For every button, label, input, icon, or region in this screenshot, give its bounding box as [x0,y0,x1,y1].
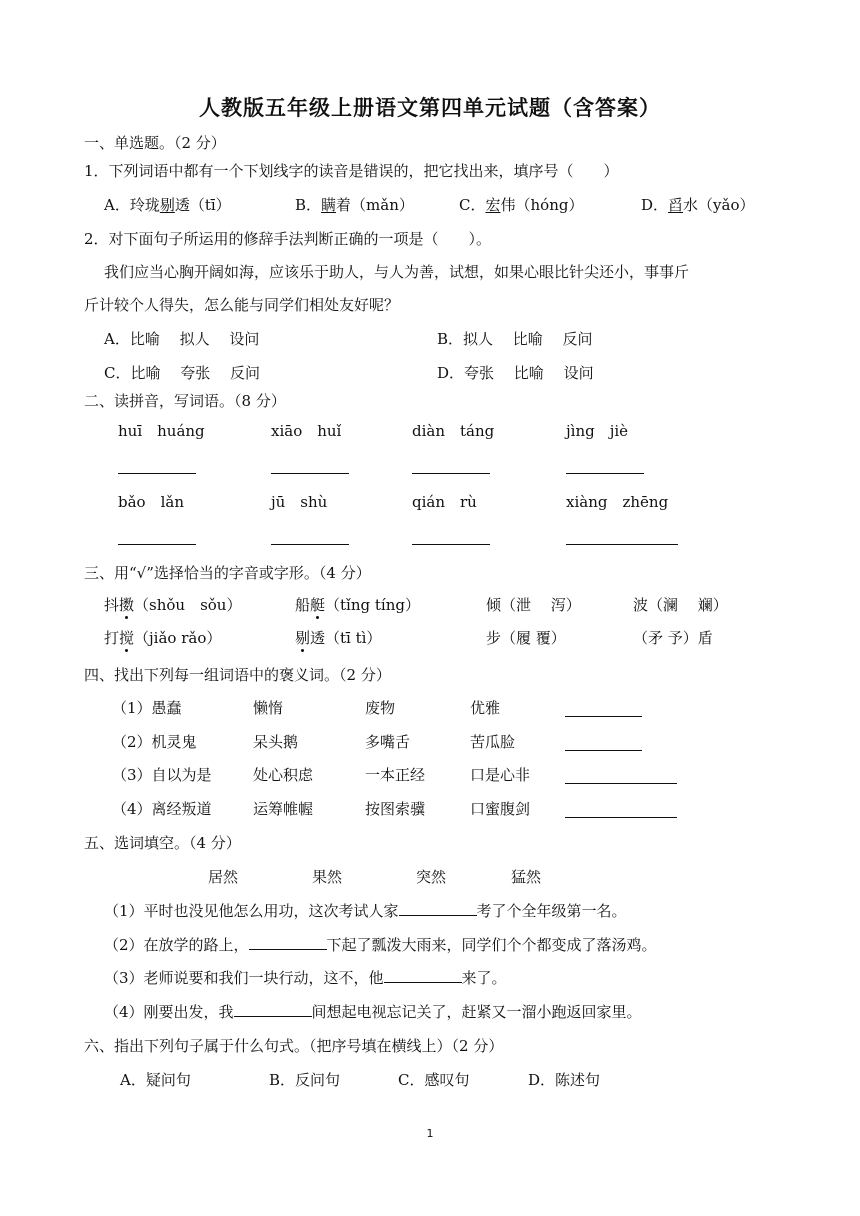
s4-word: 苦瓜脸 [470,733,516,751]
section-3-heading: 三、用“√”选择恰当的字音或字形。（4 分） [84,564,371,582]
pinyin-7: qián rù [412,493,477,511]
s4-word: （2）机灵鬼 [112,733,197,751]
answer-blank-8[interactable] [566,544,678,545]
s4-word: 按图索骥 [365,800,426,818]
s4-answer-blank-4[interactable] [565,817,677,818]
s5-blank-1[interactable] [399,901,477,916]
s4-word: 多嘴舌 [365,733,411,751]
s3-item-8: （矛 予）盾 [633,629,713,647]
s5-sentence-2: （2）在放学的路上， 下起了瓢泼大雨来，同学们个个都变成了落汤鸡。 [104,936,657,954]
s4-word: 懒惰 [253,699,284,717]
s3-item-1: 抖擞（shǒu sǒu） [104,596,242,614]
answer-blank-2[interactable] [271,473,349,474]
section-1-heading: 一、单选题。（2 分） [84,134,226,152]
section-5-heading: 五、选词填空。（4 分） [84,834,241,852]
answer-blank-1[interactable] [118,473,196,474]
pinyin-8: xiàng zhēng [566,493,669,511]
pinyin-2: xiāo huǐ [271,422,342,440]
answer-blank-7[interactable] [412,544,490,545]
s4-word: 呆头鹅 [253,733,299,751]
q2-passage-line-2: 斤计较个人得失，怎么能与同学们相处友好呢？ [84,296,400,314]
section-6-heading: 六、指出下列句子属于什么句式。（把序号填在横线上）（2 分） [84,1037,504,1055]
q1-option-a: A．玲珑剔透（tī） [104,196,231,214]
q2-passage-line-1: 我们应当心胸开阔如海，应该乐于助人，与人为善，试想，如果心眼比针尖还小，事事斤 [104,263,690,281]
s4-word: 优雅 [470,699,501,717]
s6-option-d: D．陈述句 [528,1071,601,1089]
section-4-heading: 四、找出下列每一组词语中的褒义词。（2 分） [84,666,391,684]
pinyin-4: jìng jiè [566,422,629,440]
s5-blank-4[interactable] [234,1002,312,1017]
word-bank-item: 居然 [208,868,239,886]
q1-stem: 1．下列词语中都有一个下划线字的读音是错误的，把它找出来，填序号（ ） [84,162,619,180]
answer-blank-3[interactable] [412,473,490,474]
answer-blank-4[interactable] [566,473,644,474]
q2-option-b: B．拟人 比喻 反问 [437,330,593,348]
s5-sentence-3: （3）老师说要和我们一块行动，这不，他 来了。 [104,969,507,987]
word-bank-item: 果然 [312,868,343,886]
s3-item-5: 打搅（jiǎo rǎo） [104,629,222,647]
s3-item-4: 波（澜 斓） [633,596,728,614]
word-bank-item: 猛然 [511,868,542,886]
q1-option-b: B．瞒着（mǎn） [295,196,414,214]
pinyin-1: huī huáng [118,422,205,440]
q2-option-a: A．比喻 拟人 设问 [104,330,260,348]
answer-blank-5[interactable] [118,544,196,545]
word-bank-item: 突然 [416,868,447,886]
s4-word: 运筹帷幄 [253,800,314,818]
pinyin-5: bǎo lǎn [118,493,184,511]
s6-option-b: B．反问句 [269,1071,341,1089]
s4-word: （3）自以为是 [112,766,212,784]
q2-stem: 2．对下面句子所运用的修辞手法判断正确的一项是（ ）。 [84,230,492,248]
s4-answer-blank-1[interactable] [565,716,642,717]
s5-sentence-4: （4）刚要出发，我 间想起电视忘记关了，赶紧又一溜小跑返回家里。 [104,1003,642,1021]
document-title: 人教版五年级上册语文第四单元试题（含答案） [199,96,661,120]
s4-word: （1）愚蠢 [112,699,182,717]
q2-option-d: D．夸张 比喻 设问 [437,364,594,382]
s6-option-a: A．疑问句 [120,1071,191,1089]
pinyin-6: jū shù [271,493,328,511]
q2-option-c: C．比喻 夸张 反问 [104,364,261,382]
s3-item-2: 船艇（tǐng tíng） [295,596,420,614]
s4-word: 处心积虑 [253,766,314,784]
page-number: 1 [426,1127,434,1140]
s5-sentence-1: （1）平时也没见他怎么用功，这次考试人家 考了个全年级第一名。 [104,902,627,920]
section-2-heading: 二、读拼音，写词语。（8 分） [84,392,286,410]
s4-word: 口是心非 [470,766,531,784]
s3-item-6: 剔透（tī tì） [295,629,382,647]
s4-word: （4）离经叛道 [112,800,212,818]
answer-blank-6[interactable] [271,544,349,545]
s4-answer-blank-3[interactable] [565,783,677,784]
s5-blank-2[interactable] [249,935,327,950]
s3-item-3: 倾（泄 泻） [486,596,581,614]
s4-word: 废物 [365,699,396,717]
s4-answer-blank-2[interactable] [565,750,642,751]
q1-option-d: D．舀水（yǎo） [641,196,755,214]
q1-option-c: C．宏伟（hóng） [459,196,584,214]
s3-item-7: 步（履 覆） [486,629,566,647]
s6-option-c: C．感叹句 [398,1071,470,1089]
s5-blank-3[interactable] [384,968,462,983]
s4-word: 一本正经 [365,766,426,784]
s4-word: 口蜜腹剑 [470,800,531,818]
pinyin-3: diàn táng [412,422,495,440]
